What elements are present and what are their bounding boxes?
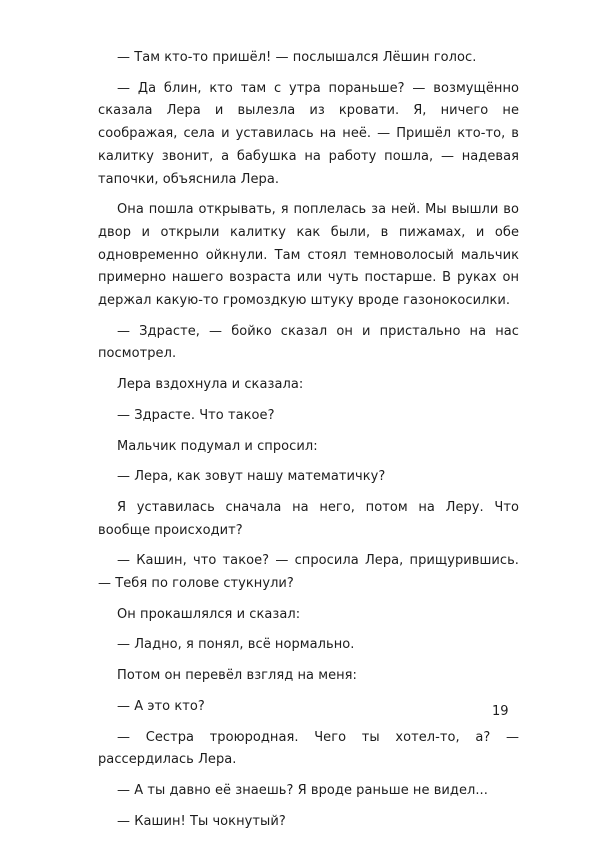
paragraph: — Кашин, что такое? — спросила Лера, прищурившись. — Тебя по голове стукнули? — [98, 553, 519, 592]
paragraph: — Да блин, кто там с утра пораньше? — возмущённо сказала Лера и вылезла из кровати. Я, ничего не соображая, села и уставилась на неё. — Пришёл кто-то, в калитку звонит, а бабушка на работу пошла, — надевая тапочки, объяснила Лера. — [98, 80, 519, 187]
paragraph: — Сестра троюродная. Чего ты хотел-то, а? — рассердилась Лера. — [98, 729, 519, 768]
paragraph: — Здрасте. Что такое? — [117, 407, 275, 423]
paragraph: Она пошла открывать, я поплелась за ней. Мы вышли во двор и открыли калитку как были, в пижамах, и обе одновременно ойкнули. Там стоял темноволосый мальчик примерно нашего возраста или чуть постарше. В руках он держал какую-то громоздкую штуку вроде газонокосилки. — [98, 202, 519, 309]
paragraph: — Ладно, я понял, всё нормально. — [117, 637, 355, 653]
paragraph: — Здрасте, — бойко сказал он и пристально на нас посмотрел. — [98, 323, 519, 362]
paragraph: Лера вздохнула и сказала: — [117, 377, 304, 393]
page-number: 19 — [492, 704, 509, 719]
paragraph: — А ты давно её знаешь? Я вроде раньше не видел... — [117, 782, 488, 798]
paragraph: — Кашин! Ты чокнутый? — [117, 813, 286, 829]
paragraph: — А это кто? — [117, 698, 205, 714]
body-text — [98, 47, 519, 841]
paragraph: Он прокашлялся и сказал: — [117, 606, 301, 622]
paragraph: — Лера, как зовут нашу математичку? — [117, 469, 386, 485]
paragraph: — Там кто-то пришёл! — послышался Лёшин голос. — [117, 50, 477, 65]
paragraph: Мальчик подумал и спросил: — [117, 438, 318, 454]
paragraph: Я уставилась сначала на него, потом на Леру. Что вообще происходит? — [98, 499, 519, 538]
paragraph: Потом он перевёл взгляд на меня: — [117, 668, 357, 684]
